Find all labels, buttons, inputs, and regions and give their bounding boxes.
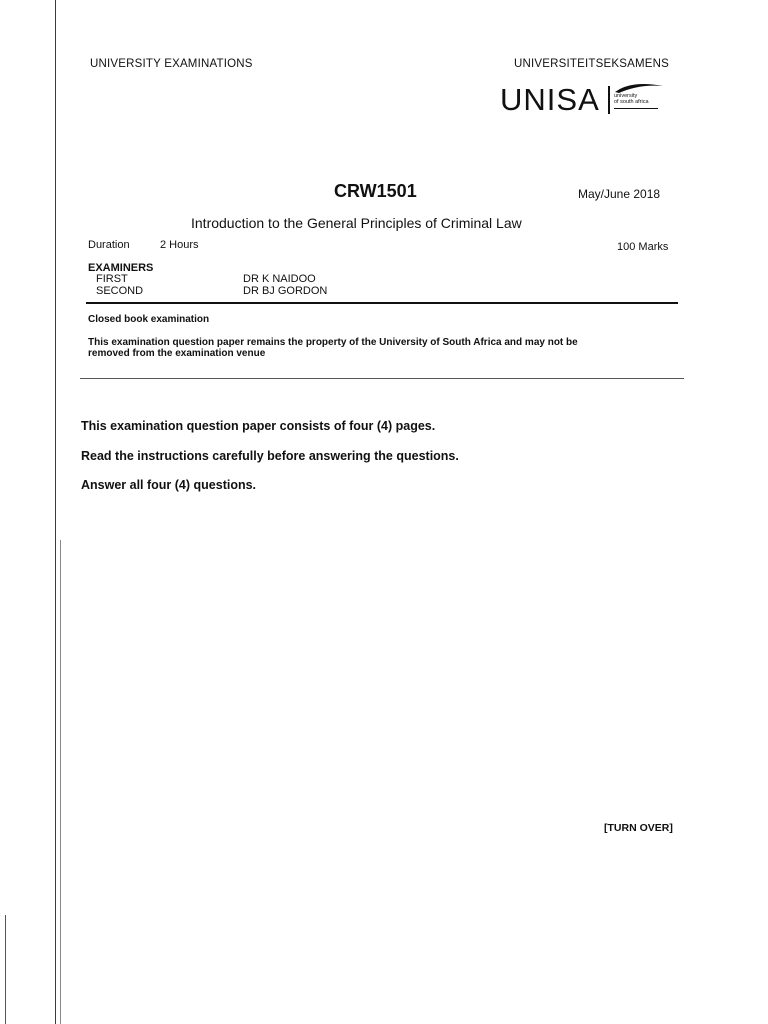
logo-divider (608, 86, 610, 114)
header-universiteitseksamens: UNIVERSITEITSEKSAMENS (514, 58, 670, 70)
divider-top (86, 302, 678, 304)
exam-code: CRW1501 (334, 181, 417, 201)
examiners-heading: EXAMINERS (88, 262, 154, 274)
scan-edge-left-bottom (5, 915, 6, 1024)
logo-subtitle-line1: university (614, 93, 638, 99)
divider-bottom (80, 378, 684, 379)
property-notice-line1: This examination question paper remains the property of the University of South Africa and may not be (88, 337, 578, 348)
logo-underline (614, 108, 658, 109)
unisa-logo (500, 80, 670, 120)
instruction-read: Read the instructions carefully before answering the questions. (81, 449, 459, 463)
logo-subtitle-line2: of south africa (614, 99, 649, 105)
duration-label: Duration (88, 239, 130, 251)
property-notice-line2: removed from the examination venue (88, 348, 266, 359)
unisa-wordmark: UNISA (500, 82, 600, 117)
total-marks: 100 Marks (617, 241, 669, 253)
examiner-second-label: SECOND (96, 285, 144, 297)
header-university-examinations: UNIVERSITY EXAMINATIONS (90, 58, 253, 70)
scan-edge-left-lower (60, 540, 61, 1024)
closed-book-notice: Closed book examination (88, 314, 210, 325)
duration-value: 2 Hours (160, 239, 199, 251)
turn-over: [TURN OVER] (604, 822, 673, 834)
instruction-answer: Answer all four (4) questions. (81, 478, 257, 492)
examiner-first-label: FIRST (96, 273, 128, 285)
instruction-pages: This examination question paper consists of four (4) pages. (81, 419, 436, 433)
exam-session: May/June 2018 (578, 187, 661, 201)
exam-title: Introduction to the General Principles of Criminal Law (191, 215, 522, 231)
examiner-first-name: DR K NAIDOO (243, 273, 316, 285)
logo-subtitle (614, 93, 649, 105)
examiner-second-name: DR BJ GORDON (243, 285, 328, 297)
scan-edge-left (55, 0, 56, 1024)
